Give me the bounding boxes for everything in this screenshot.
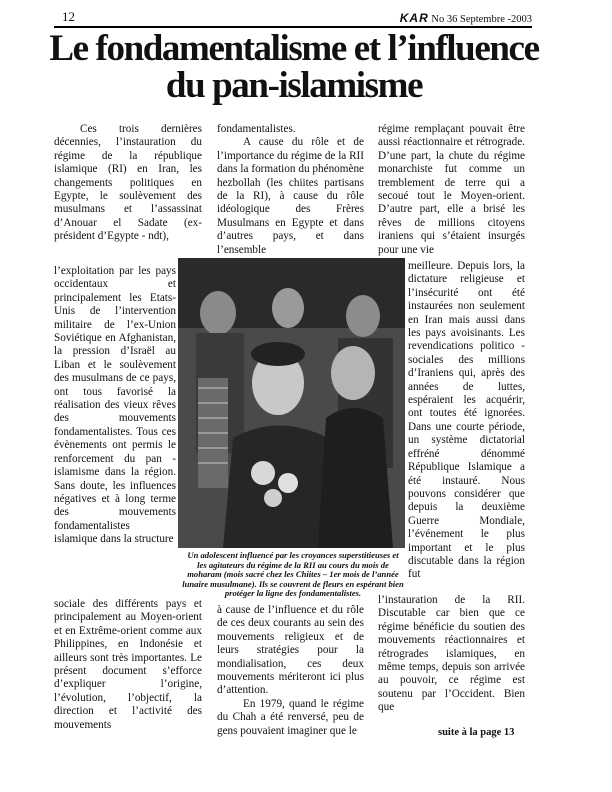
page-header xyxy=(54,8,532,26)
article-photo xyxy=(178,258,405,548)
column-1-middle xyxy=(54,265,176,547)
col3-paragraph-middle: meilleure. Depuis lors, la dictature religieuse et l’insécurité ont été instaurées non seulement en Iran mais aussi dans les pays avoisinants. Les revendications politico - sociales des millions d’Iraniens qui, après des années de luttes, espéraient les acquérir, ont toutes été ignorées. Dans une courte période, un système dictatorial effréné dénommé République Islamique a été instauré. Nous pouvons considérer que depuis la deuxième Guerre Mondiale, l’événement le plus important et le plus discutable dans la région fut xyxy=(408,260,525,581)
column-2-bottom xyxy=(217,604,364,738)
col2-paragraph-d: En 1979, quand le régime du Chah a été renversé, peu de gens pouvaient imaginer que le xyxy=(217,697,364,737)
column-2-top xyxy=(217,123,364,257)
page-number: 12 xyxy=(62,9,75,24)
column-1-top xyxy=(54,123,202,244)
issue-info xyxy=(400,11,532,25)
issue-number: No 36 Septembre -2003 xyxy=(431,14,532,25)
col3-paragraph-bottom: l’instauration de la RII. Discutable car bien que ce régime bénéficie du soutien des mouvements réactionnaires et rétrogrades islamiques, en même temps, depuis son arrivée au pouvoir, ce régime est soutenu par l’Occident. Bien que xyxy=(378,594,525,714)
col1-paragraph-middle: l’exploitation par les pays occidentaux et principalement les Etats-Unis de l’intervention militaire de l’ex-Union Soviétique en Afghanistan, la pression d’Israël au Liban et le soulèvement des musulmans de ce pays, ont tous favorisé la réalisation des vieux rêves des mouvements fondamentalistes. Tous ces évènements ont permis le renforcement du pan - islamisme dans la région. Sans doute, les influences négatives et à long terme des mouvements fondamentalistes islamique dans la structure xyxy=(54,265,176,546)
continued-note: suite à la page 13 xyxy=(438,727,515,738)
col3-paragraph-top: régime remplaçant pouvait être aussi réactionnaire et rétrograde. D’une part, la chute du régime monarchiste fut comme un tremblement de terre qui a secoué tout le Moyen-orient. D’autre part, elle a brisé les rêves de millions citoyens iraniens qui s’étaient insurgés pour une vie xyxy=(378,123,525,256)
photo-illustration xyxy=(178,258,405,548)
column-3-bottom xyxy=(378,594,525,715)
column-3-top xyxy=(378,123,525,257)
col1-paragraph-top: Ces trois dernières décennies, l’instauration du régime de la république islamique (RI) en Iran, les changements politiques en Egypte, le soulèvement des musulmans et l’assassinat d’Anouar el Sadate (ex-président d’Egypte - ndt), xyxy=(54,123,202,243)
title-line-2: du pan-islamisme xyxy=(165,65,423,106)
col1-paragraph-bottom: sociale des différents pays et principalement au Moyen-orient et en Extrême-orient comme aux Philippines, en Indonésie et ailleurs sont très importantes. Le présent document s’efforce d’expliquer l’origine, l’évolution, l’objectif, la direction et l’activité des mouvements xyxy=(54,598,202,731)
col2-paragraph-c: à cause de l’influence et du rôle de ces deux courants au sein des mouvements religieux et de leurs stratégies pour la mondialisation, ces deux mouvements mériteront ici plus d’attention. xyxy=(217,604,364,697)
magazine-brand: KAR xyxy=(399,11,429,25)
article-title xyxy=(44,30,544,104)
col2-paragraph-b: A cause du rôle et de l’importance du régime de la RII dans la formation du phénomène hezbollah (les chiites partisans de la RI), à cause du rôle idéologique des Frères Musulmans en Egypte et dans d’autres pays, et dans l’ensemble xyxy=(217,136,364,256)
col2-paragraph-a: fondamentalistes. xyxy=(217,123,296,135)
column-1-bottom xyxy=(54,598,202,732)
column-3-middle xyxy=(408,260,525,582)
title-line-1: Le fondamentalisme et l’influence xyxy=(49,28,539,69)
photo-caption: Un adolescent influencé par les croyances superstitieuses et les agitateurs du régime de la RII au cours du mois de moharam (mois sacré chez les Chiites – 1er mois de l’année lunaire musulmane). Ils se couvrent de fleurs en espérant bien protéger la ligne des fondamentalistes. xyxy=(182,550,404,599)
